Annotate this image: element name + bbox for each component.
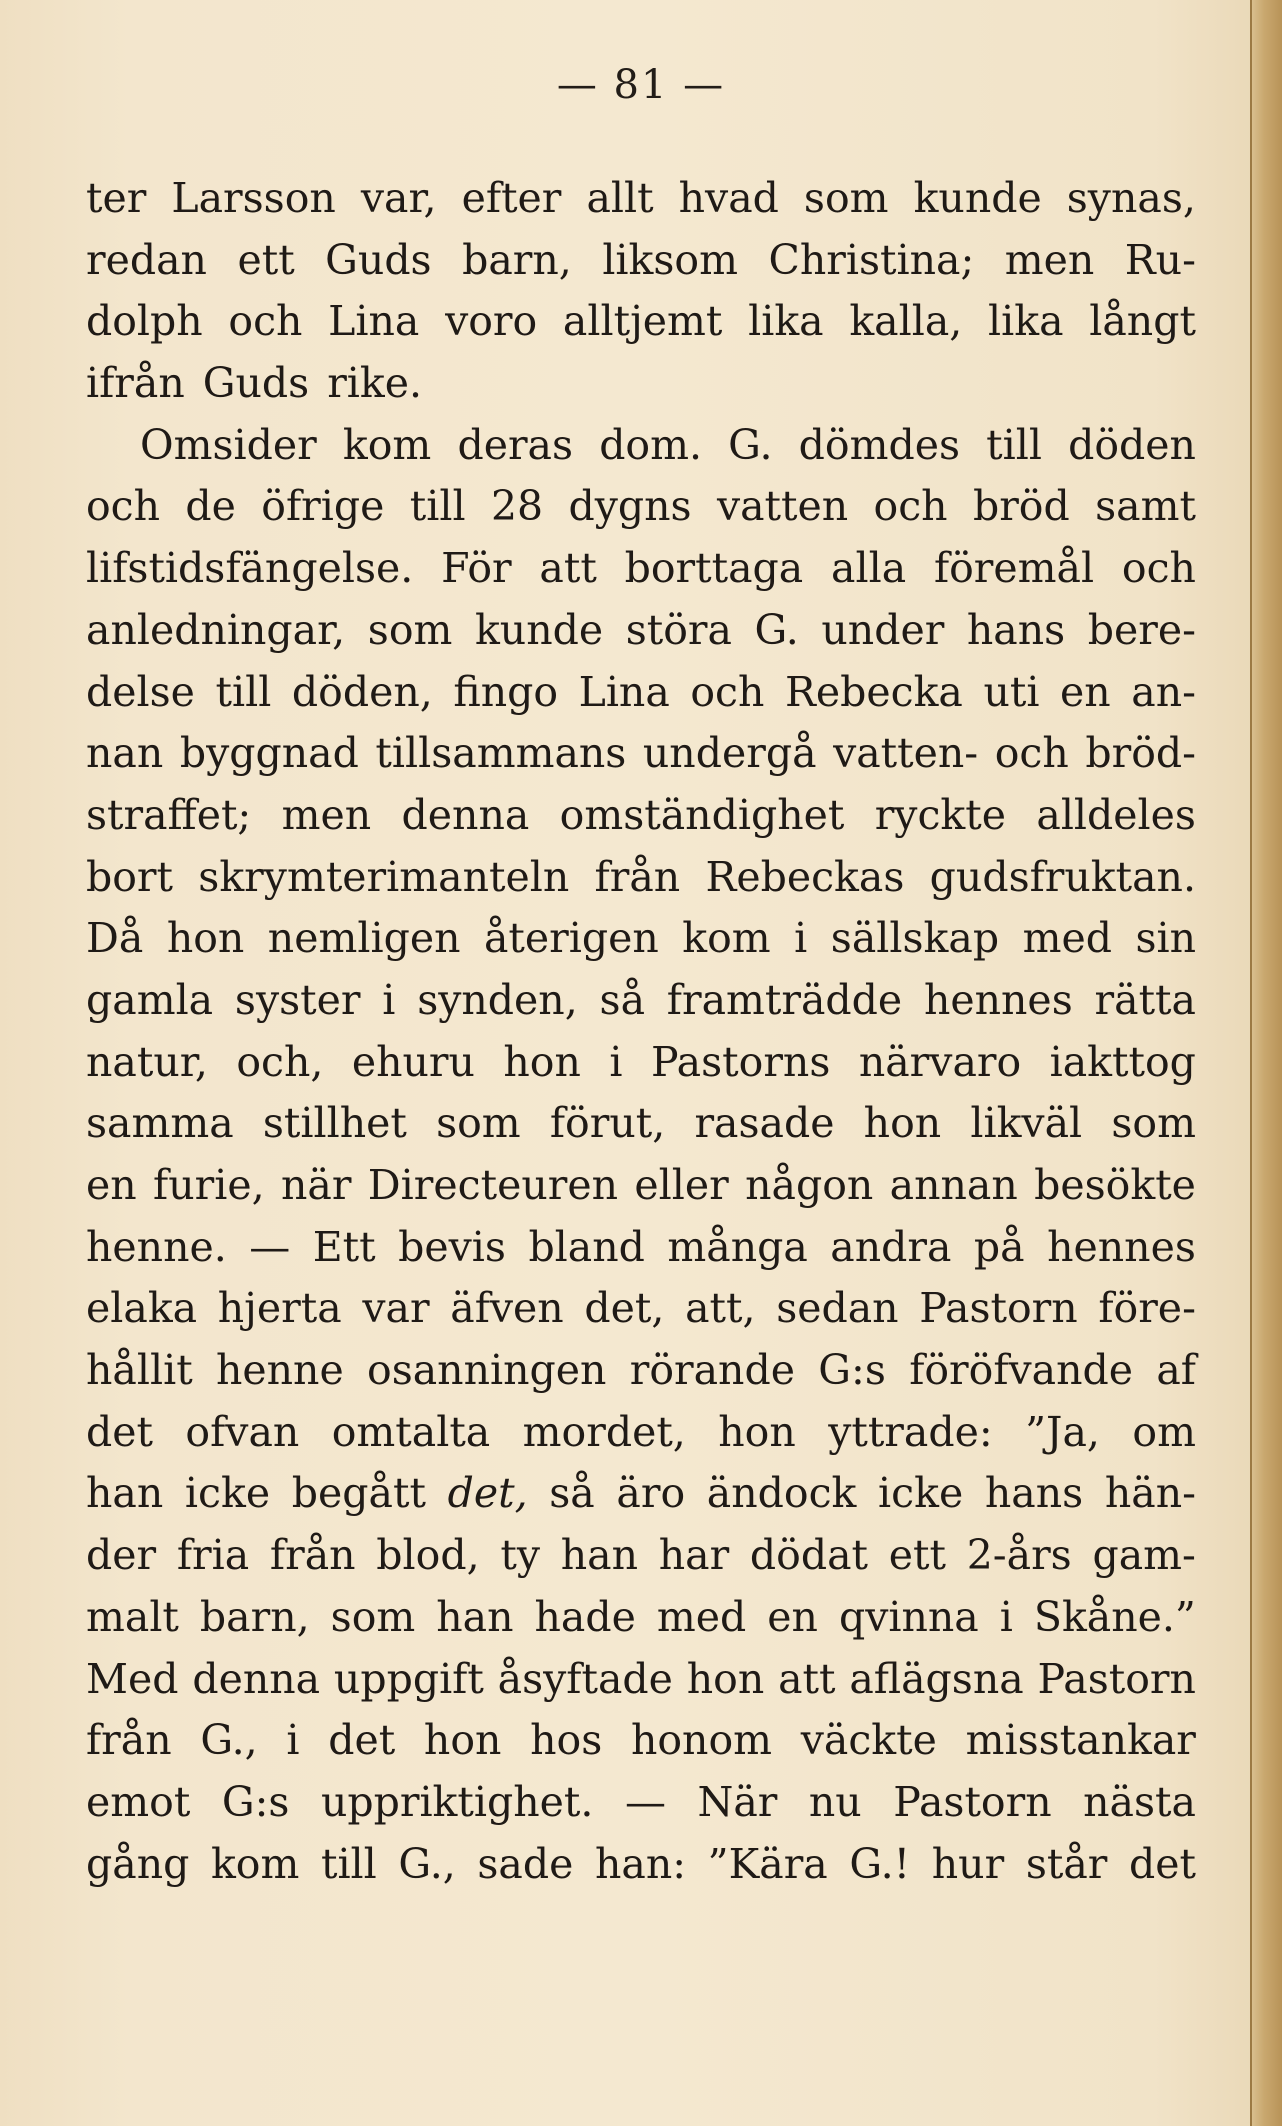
text-line: Med denna uppgift åsyftade hon att aflägsna Pastorn [86,1654,1196,1703]
text-line: lifstidsfängelse. För att borttaga alla föremål och [86,544,1196,593]
text-line: från G., i det hon hos honom väckte misstankar [86,1716,1196,1765]
text-line: han icke begått det, så äro ändock icke hans hän- [86,1469,1196,1518]
page-edge [1250,0,1282,2126]
text-line: malt barn, som han hade med en qvinna i Skåne.” [86,1592,1196,1641]
text-line: det ofvan omtalta mordet, hon yttrade: ”Ja, om [86,1407,1196,1456]
text-line: nan byggnad tillsammans undergå vatten- och bröd- [86,729,1196,778]
text-line: Omsider kom deras dom. G. dömdes till döden [140,420,1196,469]
text-line: elaka hjerta var äfven det, att, sedan Pastorn före- [86,1284,1196,1333]
text-line: ter Larsson var, efter allt hvad som kunde synas, [86,174,1196,222]
body-text [86,168,1196,1895]
text-line: en furie, när Directeuren eller någon annan besökte [86,1161,1196,1209]
text-line: dolph och Lina voro alltjemt lika kalla, lika långt [86,297,1196,346]
text-line: bort skrymterimanteln från Rebeckas gudsfruktan. [86,852,1196,901]
text-line: samma stillhet som förut, rasade hon likväl som [86,1099,1196,1148]
text-line: gamla syster i synden, så framträdde hennes rätta [86,975,1196,1024]
text-line: henne. — Ett bevis bland många andra på hennes [86,1222,1196,1271]
text-line: Då hon nemligen återigen kom i sällskap med sin [86,914,1196,963]
text-line: anledningar, som kunde störa G. under hans bere- [86,605,1196,654]
text-line: emot G:s uppriktighet. — När nu Pastorn nästa [86,1777,1196,1826]
text-line: ifrån Guds rike. [86,359,423,408]
text-line: straffet; men denna omständighet ryckte alldeles [86,790,1196,839]
text-line: gång kom till G., sade han: ”Kära G.! hur står det [86,1839,1196,1888]
text-line: hållit henne osanningen rörande G:s föröfvande af [86,1346,1196,1395]
text-line: redan ett Guds barn, liksom Christina; men Ru- [86,235,1196,284]
text-line: der fria från blod, ty han har dödat ett 2-års gam- [86,1531,1196,1580]
text-line: och de öfrige till 28 dygns vatten och bröd samt [86,482,1196,531]
text-line: natur, och, ehuru hon i Pastorns närvaro iakttog [86,1037,1196,1086]
page-number: — 81 — [556,62,726,108]
text-line: delse till döden, fingo Lina och Rebecka uti en an- [86,667,1196,716]
